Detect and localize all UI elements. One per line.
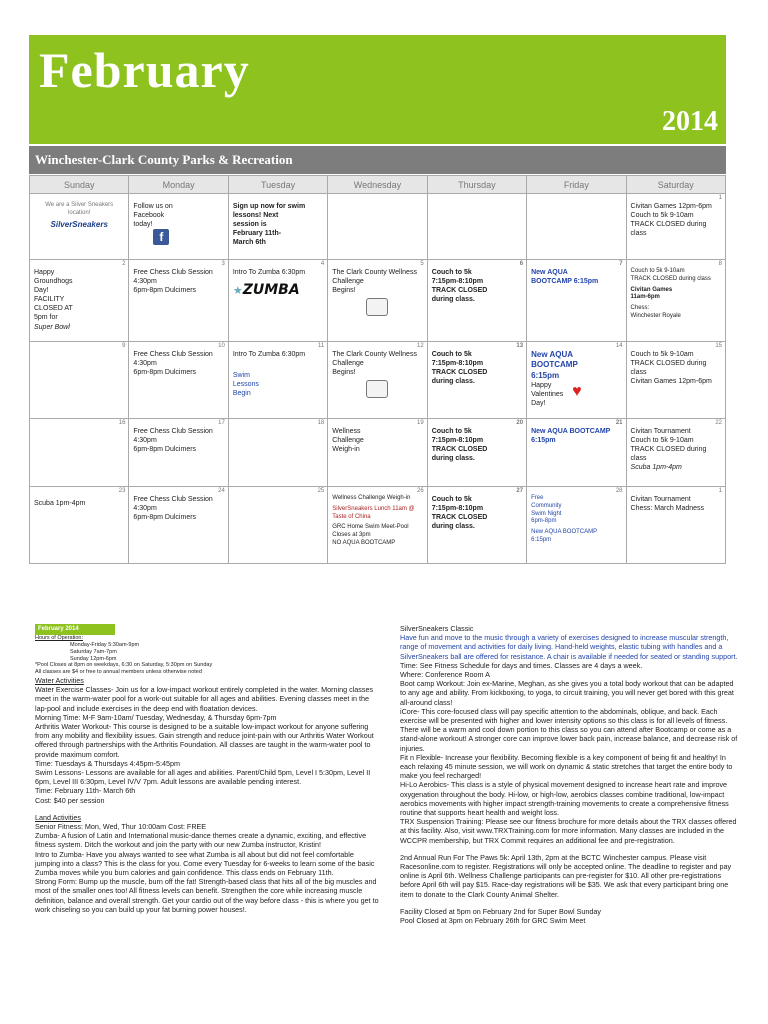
event-text: 11am-6pm bbox=[630, 294, 660, 301]
day-cell bbox=[30, 419, 129, 487]
bootcamp-paragraph: Boot camp Workout: Join ex-Marine, Meghan, as she gives you a total body workout that can be adapted to any age and ability. From kickboxing, to yoga, to circuit training, you will never get bored with this great all-around class! bbox=[400, 679, 734, 707]
day-cell bbox=[527, 487, 626, 564]
day-cell bbox=[129, 419, 228, 487]
event-text: NO AQUA BOOTCAMP bbox=[332, 539, 396, 546]
event-text: Scuba 1pm-4pm bbox=[34, 500, 86, 507]
event-text: CLOSED AT bbox=[34, 305, 73, 313]
day-cell bbox=[129, 487, 228, 564]
event-text: Couch to 5k 9-10am bbox=[630, 268, 685, 274]
weekday-header: Monday bbox=[129, 176, 228, 194]
weekday-header: Sunday bbox=[30, 176, 129, 194]
event-text: TRACK CLOSED during bbox=[630, 446, 707, 454]
event-text: Chess: March Madness bbox=[630, 505, 705, 513]
event-text: Couch to 5k bbox=[431, 496, 472, 503]
water-paragraph: Cost: $40 per session bbox=[35, 795, 105, 805]
event-text: Day! bbox=[531, 400, 546, 408]
event-text: class bbox=[630, 455, 647, 463]
day-cell bbox=[328, 419, 427, 487]
event-text: Couch to 5k bbox=[431, 269, 472, 276]
land-paragraph: Strong Form: Bump up the muscle, burn off the fat! Strength-based class that hits all of the big muscles and most of the smaller ones too! All fitness levels can benefit. Strengthen the core while increasing muscle definition, balance and overall strength. Get your cardio out of the way before class - this is where you get to work chiseling so you can build up your fat burning power houses!. bbox=[35, 877, 379, 914]
event-text: New AQUA BOOTCAMP bbox=[531, 428, 611, 435]
weekday-header: Thursday bbox=[427, 176, 526, 194]
water-paragraph: Water Exercise Classes- Join us for a low-impact workout entirely completed in the water. Morning classes meet in the warm-water pool for a work-out suitable for all ages and abilities. Evening classes meet in the lap-pool and include exercises in the deep end with floatation devices. bbox=[35, 685, 374, 713]
event-text: Chess: bbox=[630, 305, 650, 312]
year-title: 2014 bbox=[662, 106, 718, 137]
event-text: today! bbox=[133, 221, 153, 229]
event-text: Free bbox=[531, 495, 544, 501]
day-cell bbox=[129, 194, 228, 260]
silver-sneakers-title: SilverSneakers Classic bbox=[400, 624, 474, 633]
event-text: 4:30pm bbox=[133, 360, 157, 368]
event-text: 7:15pm-8:10pm bbox=[431, 360, 484, 368]
day-number: 11 bbox=[318, 343, 325, 349]
day-cell bbox=[427, 342, 526, 419]
day-cell bbox=[30, 194, 129, 260]
event-text: Groundhogs bbox=[34, 278, 73, 286]
event-text: New AQUA BOOTCAMP bbox=[531, 529, 598, 536]
event-text: 4:30pm bbox=[133, 278, 157, 286]
event-text: 5pm for bbox=[34, 314, 58, 322]
event-text: Challenge bbox=[332, 360, 364, 368]
calendar-grid bbox=[29, 175, 726, 564]
event-text: The Clark County Wellness bbox=[332, 351, 417, 358]
weekday-header: Friday bbox=[527, 176, 626, 194]
event-text: BOOTCAMP 6:15pm bbox=[531, 278, 599, 286]
closure-note: Pool Closed at 3pm on February 26th for GRC Swim Meet bbox=[400, 916, 586, 926]
day-number: 25 bbox=[317, 488, 325, 494]
event-text: Happy bbox=[34, 269, 55, 276]
day-number: 19 bbox=[417, 420, 424, 426]
event-text: during class. bbox=[431, 523, 475, 531]
day-number: 16 bbox=[118, 420, 126, 426]
day-cell bbox=[30, 260, 129, 342]
note-line: All classes are $4 or free to annual members unless otherwise noted bbox=[35, 669, 202, 676]
event-text: Valentines bbox=[531, 391, 564, 399]
event-text: TRACK CLOSED bbox=[431, 369, 488, 377]
event-text: TRACK CLOSED bbox=[431, 287, 488, 295]
day-cell bbox=[328, 487, 427, 564]
day-number: 3 bbox=[221, 261, 225, 267]
day-cell bbox=[626, 260, 725, 342]
event-text: Taste of China bbox=[332, 513, 371, 520]
event-text: The Clark County Wellness bbox=[332, 269, 417, 276]
day-cell bbox=[328, 260, 427, 342]
event-text: Begins! bbox=[332, 369, 356, 377]
left-info-column bbox=[35, 624, 380, 914]
weekday-header: Wednesday bbox=[328, 176, 427, 194]
event-text: Wellness Challenge Weigh-in bbox=[332, 495, 411, 501]
event-text: Free Chess Club Session bbox=[133, 428, 213, 435]
event-text: Free Chess Club Session bbox=[133, 496, 213, 503]
day-cell bbox=[626, 487, 725, 564]
silver-sneakers-where: Where: Conference Room A bbox=[400, 670, 490, 680]
event-text: Challenge bbox=[332, 278, 364, 286]
day-number: 17 bbox=[218, 420, 225, 426]
day-cell bbox=[427, 487, 526, 564]
day-number: 5 bbox=[420, 261, 424, 267]
event-text: Intro To Zumba 6:30pm bbox=[232, 351, 306, 358]
closure-note: Facility Closed at 5pm on February 2nd for Super Bowl Sunday bbox=[400, 906, 601, 916]
day-number: 27 bbox=[516, 488, 524, 494]
day-cell bbox=[328, 194, 427, 260]
event-text: 7:15pm-8:10pm bbox=[431, 437, 484, 445]
land-paragraph: Zumba- A fusion of Latin and International music-dance themes create a dynamic, exciting, and effective fitness system. Ditch the workout and join the party with our new Zumba instructor, Kristin! bbox=[35, 831, 367, 850]
water-paragraph: Swim Lessons- Lessons are available for all ages and abilities. Parent/Child 5pm, Level I 5:30pm, Level II 6pm, Level III 6:30pm, Level IV/V 7pm. Adult lessons are available pending interest. bbox=[35, 768, 371, 787]
day-number: 26 bbox=[417, 488, 424, 494]
day-cell bbox=[228, 342, 327, 419]
silver-sneakers-note: We are a Silver Sneakers location! bbox=[45, 202, 114, 216]
event-text: Swim Night bbox=[531, 510, 562, 517]
silver-sneakers-description: Have fun and move to the music through a variety of exercises designed to increase muscular strength, range of movement and activities for daily living. Hand-held weights, elastic tubing with handles and a SilverSneakers ball are offered for resistance. A chair is available if needed for seated or standing support. bbox=[400, 633, 738, 661]
day-number: 24 bbox=[218, 488, 225, 494]
event-text: Day! bbox=[34, 287, 49, 295]
day-cell bbox=[129, 342, 228, 419]
event-text: Begins! bbox=[332, 287, 356, 295]
info-header-box: February 2014 bbox=[35, 624, 115, 635]
water-activities-title: Water Activities bbox=[35, 675, 84, 685]
water-paragraph: Time: February 11th- March 6th bbox=[35, 786, 136, 796]
day-cell bbox=[30, 487, 129, 564]
event-text: Couch to 5k bbox=[431, 351, 472, 358]
event-text: 7:15pm-8:10pm bbox=[431, 505, 484, 513]
event-text: 6pm-8pm Dulcimers bbox=[133, 446, 197, 454]
event-text: Weigh-in bbox=[332, 446, 360, 454]
event-text: Civitan Tournament bbox=[630, 428, 691, 435]
water-paragraph: Time: Tuesdays & Thursdays 4:45pm-5:45pm bbox=[35, 758, 181, 768]
event-text: Scuba 1pm-4pm bbox=[630, 464, 682, 472]
day-cell bbox=[626, 419, 725, 487]
event-text: 6pm-8pm Dulcimers bbox=[133, 514, 197, 522]
event-text: Follow us on bbox=[133, 203, 173, 210]
event-text: Couch to 5k 9-10am bbox=[630, 212, 694, 220]
day-cell bbox=[626, 342, 725, 419]
event-text: Begin bbox=[232, 390, 251, 398]
event-text: February 11th- bbox=[232, 230, 282, 238]
event-text: session is bbox=[232, 221, 267, 229]
event-text: class bbox=[630, 369, 647, 377]
event-text: 4:30pm bbox=[133, 437, 157, 445]
event-text: Free Chess Club Session bbox=[133, 351, 213, 358]
day-cell bbox=[228, 419, 327, 487]
event-text: Closes at 3pm bbox=[332, 532, 371, 539]
day-number: 28 bbox=[615, 488, 623, 494]
event-text: 6:15pm bbox=[531, 437, 556, 445]
day-number: 12 bbox=[417, 343, 424, 349]
scale-icon bbox=[366, 298, 388, 316]
day-cell bbox=[527, 260, 626, 342]
event-text: Civitan Games 12pm-6pm bbox=[630, 203, 712, 210]
day-number: 21 bbox=[615, 420, 623, 426]
day-number: 4 bbox=[320, 261, 325, 267]
event-text: TRACK CLOSED during bbox=[630, 360, 707, 368]
event-text: Happy bbox=[531, 382, 552, 390]
hours-line: Sunday 12pm-6pm bbox=[70, 655, 117, 662]
silver-sneakers-logo-icon: SilverSneakers bbox=[50, 219, 108, 229]
header-banner bbox=[29, 35, 726, 144]
event-text: 6pm-8pm Dulcimers bbox=[133, 369, 197, 377]
day-number: 1 bbox=[718, 488, 722, 494]
event-text: Civitan Games bbox=[630, 286, 673, 293]
event-text: TRACK CLOSED during class bbox=[630, 275, 711, 282]
day-cell bbox=[527, 194, 626, 260]
event-text: during class. bbox=[431, 378, 475, 386]
event-text: March 6th bbox=[232, 239, 266, 247]
day-number: 7 bbox=[619, 261, 623, 267]
event-text: Sign up now for swim bbox=[232, 203, 306, 210]
event-text: SilverSneakers Lunch 11am @ bbox=[332, 505, 415, 512]
event-text: TRACK CLOSED bbox=[431, 514, 488, 522]
day-number: 14 bbox=[615, 343, 623, 349]
land-paragraph: Senior Fitness: Mon, Wed, Thur 10:00am Cost: FREE bbox=[35, 822, 207, 832]
day-number: 22 bbox=[715, 420, 722, 426]
event-text: Wellness bbox=[332, 428, 361, 435]
weekday-header: Saturday bbox=[626, 176, 725, 194]
event-text: Couch to 5k bbox=[431, 428, 472, 435]
day-number: 13 bbox=[516, 343, 524, 349]
run-paragraph: 2nd Annual Run For The Paws 5k: April 13th, 2pm at the BCTC Winchester campus. Please visit Racesonline.com to register. Registrations will only be accepted online. The deadline to register and pay online is April 6th. Wellness Challenge participants can pre-register for $10. All other pre-registrations before April 6th will pay $15. Race-day registrations will be $35. We ask that every participant bring one item to donate to the Clark County Animal Shelter. bbox=[400, 852, 732, 899]
land-activities-title: Land Activities bbox=[35, 812, 81, 822]
hours-title: Hours of Operation: bbox=[35, 635, 83, 642]
water-paragraph: Morning Time: M-F 9am-10am/ Tuesday, Wednesday, & Thursday 6pm-7pm bbox=[35, 712, 277, 722]
event-text: 6:15pm bbox=[531, 370, 560, 380]
trx-paragraph: TRX Suspension Training: Please see our fitness brochure for more details about the TRX classes offered at this facility. Also, visit www.TRXTraining.com for more information. Many classes are included in the WCCPR membership, but TRX Commit requires an additional fee and pre-registration. bbox=[400, 817, 737, 845]
event-text: 7:15pm-8:10pm bbox=[431, 278, 484, 286]
day-cell bbox=[228, 260, 327, 342]
event-text: class bbox=[630, 230, 647, 238]
day-number: 8 bbox=[718, 261, 722, 267]
event-text: Challenge bbox=[332, 437, 364, 445]
day-number: 18 bbox=[317, 420, 325, 426]
event-text: 4:30pm bbox=[133, 505, 157, 513]
day-number: 1 bbox=[718, 195, 722, 201]
event-text: FACILITY bbox=[34, 296, 65, 304]
event-text: Civitan Games 12pm-6pm bbox=[630, 378, 712, 386]
event-text: 6:15pm bbox=[531, 536, 552, 543]
event-text: Swim bbox=[232, 372, 250, 380]
day-number: 6 bbox=[519, 261, 524, 267]
land-paragraph: Intro to Zumba- Have you always wanted to see what Zumba is all about but did not feel comfortable jumping into a class? This is the class for you. Come every Tuesday for 6-weeks to learn some of the basic Zumba moves while you burn calories and gain confidence. This class ends on February 11th. bbox=[35, 849, 375, 878]
day-cell bbox=[129, 260, 228, 342]
event-text: Super Bowl bbox=[34, 323, 70, 331]
event-text: during class. bbox=[431, 455, 475, 463]
day-number: 23 bbox=[118, 488, 126, 494]
day-cell bbox=[626, 194, 725, 260]
day-cell bbox=[427, 194, 526, 260]
event-text: 6pm-8pm bbox=[531, 518, 557, 525]
day-cell bbox=[427, 419, 526, 487]
hours-line: Monday-Friday 5:30am-9pm bbox=[70, 642, 140, 648]
silver-sneakers-time: Time: See Fitness Schedule for days and times. Classes are 4 days a week. bbox=[400, 660, 643, 670]
day-cell bbox=[527, 419, 626, 487]
org-bar bbox=[29, 146, 726, 174]
flexible-paragraph: Fit n Flexible- Increase your flexibility. Becoming flexible is a key component of being fit and healthy! In each relaxing 45 minute session, we will work on dynamic & static stretches that target the entire body to make you feel recharged! bbox=[400, 752, 733, 781]
event-text: during class. bbox=[431, 296, 475, 304]
facebook-icon[interactable]: f bbox=[153, 229, 169, 245]
event-text: TRACK CLOSED during bbox=[630, 221, 707, 229]
event-text: TRACK CLOSED bbox=[431, 446, 488, 454]
event-text: Intro To Zumba 6:30pm bbox=[232, 269, 306, 276]
event-text: Community bbox=[531, 502, 562, 509]
event-text: 6pm-8pm Dulcimers bbox=[133, 287, 197, 295]
event-text: New AQUA BOOTCAMP bbox=[531, 350, 578, 370]
scale-icon bbox=[366, 380, 388, 398]
water-paragraph: Arthritis Water Workout- This course is designed to be a suitable low-impact workout for anyone suffering from any mobility and flexibility issues. Gain strength and reduce joint-pain with our Arthritis Water Workout offered through partnerships with the Arthritis Foundation. All classes are taught in the warm-water pool to provide maximum comfort. bbox=[35, 722, 374, 759]
day-cell bbox=[328, 342, 427, 419]
event-text: Civitan Tournament bbox=[630, 496, 691, 503]
event-text: Couch to 5k 9-10am bbox=[630, 351, 694, 358]
heart-icon: ♥ bbox=[572, 383, 582, 400]
day-cell bbox=[30, 342, 129, 419]
day-number: 10 bbox=[218, 343, 225, 349]
day-cell bbox=[228, 194, 327, 260]
hours-line: Saturday 7am-7pm bbox=[70, 648, 117, 655]
event-text: Facebook bbox=[133, 212, 165, 220]
day-number: 20 bbox=[516, 420, 524, 426]
zumba-logo-icon: ★ ZUMBA bbox=[233, 281, 323, 299]
right-info-column bbox=[400, 624, 738, 925]
event-text: Winchester Royale bbox=[630, 312, 681, 319]
event-text: Couch to 5k 9-10am bbox=[630, 437, 694, 445]
day-cell bbox=[427, 260, 526, 342]
weekday-header: Tuesday bbox=[228, 176, 327, 194]
hilo-paragraph: Hi-Lo Aerobics- This class is a style of physical movement designed to increase heart rate and improve oxygenation throughout the body. Hi-low, or high-low, aerobics classes combine traditional, low-impact aerobics movements with higher impact strength-training movements to create a comprehensive fitness routine that supports heart health and weight loss. bbox=[400, 780, 729, 818]
month-title: February bbox=[39, 42, 250, 98]
day-number: 2 bbox=[122, 261, 126, 267]
event-text: New AQUA bbox=[531, 269, 568, 276]
event-text: Lessons bbox=[232, 381, 259, 389]
event-text: GRC Home Swim Meet-Pool bbox=[332, 524, 409, 531]
day-number: 15 bbox=[715, 343, 722, 349]
event-text: lessons! Next bbox=[232, 212, 279, 220]
event-text: Free Chess Club Session bbox=[133, 269, 213, 276]
note-line: *Pool Closes at 8pm on weekdays, 6:30 on Saturday, 5:30pm on Sunday bbox=[35, 662, 213, 669]
day-cell bbox=[527, 342, 626, 419]
icore-paragraph: iCore- This core-focused class will pay specific attention to the abdominals, oblique, and back. Each exercise will be presented with higher and lower intensity options so this class is for all levels of fitness. There will be a warm and cool down portion to this class so you can attend after Bootcamp or come as a stand-alone workout! A stronger core can improve lower back pain, increase balance, and decrease risk of injuries. bbox=[400, 706, 738, 753]
day-number: 9 bbox=[122, 343, 126, 349]
org-name: Winchester-Clark County Parks & Recreation bbox=[35, 152, 293, 167]
day-cell bbox=[228, 487, 327, 564]
